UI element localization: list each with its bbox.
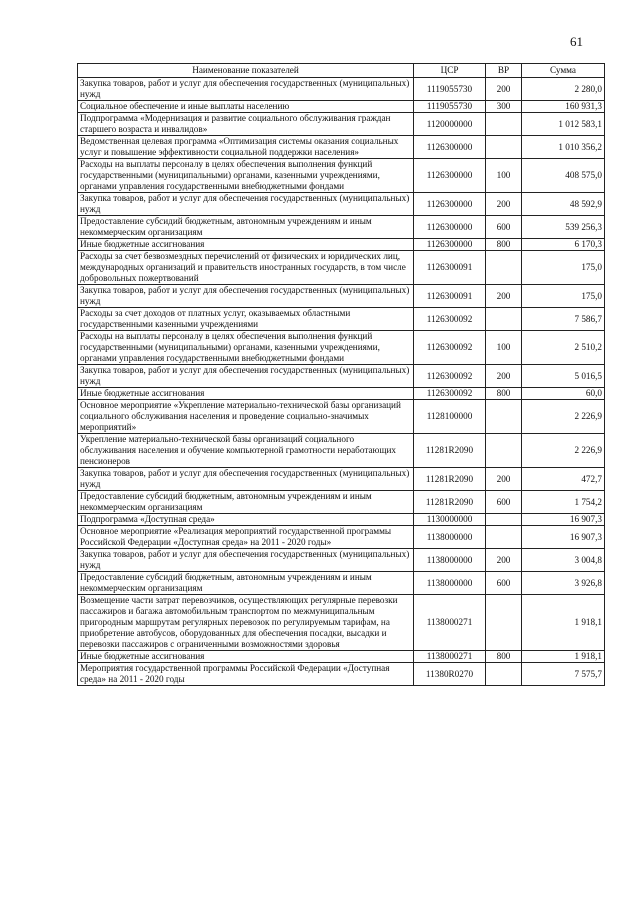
name-cell: Возмещение части затрат перевозчиков, осуществляющих регулярные перевозки пассажиров и багажа автомобильным транспортом по межмуниципальным пригородным маршрутам регулярных перевозок по регулируемым тарифам, на приобретение автобусов, оборудованных для обеспечения посадки, высадки и перевозки пассажиров с ограниченными возможностями здоровья [78,595,414,651]
vr-cell: 800 [486,388,522,400]
vr-cell: 200 [486,365,522,388]
sum-cell: 7 575,7 [522,663,605,686]
csr-cell: 1126300091 [414,251,486,285]
table-row [78,651,605,663]
name-cell: Подпрограмма «Доступная среда» [78,514,414,526]
sum-cell: 16 907,3 [522,526,605,549]
table-row [78,113,605,136]
name-cell: Расходы на выплаты персоналу в целях обеспечения выполнения функций государственными (муниципальными) органами, казенными учреждениями, органами управления государственными внебюджетными фондами [78,331,414,365]
csr-cell: 1119055730 [414,101,486,113]
name-cell: Основное мероприятие «Реализация мероприятий государственной программы Российской Федерации «Доступная среда» на 2011 - 2020 годы» [78,526,414,549]
name-cell: Мероприятия государственной программы Российской Федерации «Доступная среда» на 2011 - 2020 годы [78,663,414,686]
csr-cell: 11380R0270 [414,663,486,686]
csr-cell: 11281R2090 [414,468,486,491]
name-cell: Социальное обеспечение и иные выплаты населению [78,101,414,113]
sum-cell: 408 575,0 [522,159,605,193]
vr-cell [486,526,522,549]
header-csr: ЦСР [414,64,486,78]
csr-cell: 1126300000 [414,239,486,251]
sum-cell: 7 586,7 [522,308,605,331]
header-sum: Сумма [522,64,605,78]
csr-cell: 1138000271 [414,595,486,651]
table-row [78,388,605,400]
sum-cell: 539 256,3 [522,216,605,239]
csr-cell: 1138000000 [414,526,486,549]
vr-cell: 200 [486,468,522,491]
sum-cell: 1 012 583,1 [522,113,605,136]
vr-cell: 200 [486,285,522,308]
csr-cell: 1126300092 [414,388,486,400]
page-number: 61 [570,34,583,49]
table-row [78,251,605,285]
sum-cell: 2 226,9 [522,400,605,434]
vr-cell [486,663,522,686]
table-row [78,193,605,216]
csr-cell: 1126300000 [414,136,486,159]
table-row [78,136,605,159]
sum-cell: 48 592,9 [522,193,605,216]
name-cell: Закупка товаров, работ и услуг для обеспечения государственных (муниципальных) нужд [78,549,414,572]
vr-cell [486,595,522,651]
vr-cell: 600 [486,216,522,239]
vr-cell: 200 [486,78,522,101]
vr-cell [486,308,522,331]
name-cell: Расходы на выплаты персоналу в целях обеспечения выполнения функций государственными (муниципальными) органами, казенными учреждениями, органами управления государственными внебюджетными фондами [78,159,414,193]
sum-cell: 60,0 [522,388,605,400]
budget-table [77,63,605,686]
sum-cell: 160 931,3 [522,101,605,113]
vr-cell: 200 [486,193,522,216]
table-row [78,468,605,491]
vr-cell: 800 [486,239,522,251]
table-header-row [78,64,605,78]
sum-cell: 175,0 [522,285,605,308]
vr-cell [486,514,522,526]
name-cell: Закупка товаров, работ и услуг для обеспечения государственных (муниципальных) нужд [78,78,414,101]
csr-cell: 1119055730 [414,78,486,101]
name-cell: Предоставление субсидий бюджетным, автономным учреждениям и иным некоммерческим организациям [78,491,414,514]
name-cell: Подпрограмма «Модернизация и развитие социального обслуживания граждан старшего возраста и инвалидов» [78,113,414,136]
sum-cell: 1 918,1 [522,651,605,663]
name-cell: Ведомственная целевая программа «Оптимизация системы оказания социальных услуг и повышение эффективности социальной поддержки населения» [78,136,414,159]
sum-cell: 2 280,0 [522,78,605,101]
csr-cell: 1126300000 [414,193,486,216]
name-cell: Закупка товаров, работ и услуг для обеспечения государственных (муниципальных) нужд [78,365,414,388]
name-cell: Закупка товаров, работ и услуг для обеспечения государственных (муниципальных) нужд [78,193,414,216]
table-row [78,239,605,251]
sum-cell: 16 907,3 [522,514,605,526]
sum-cell: 5 016,5 [522,365,605,388]
csr-cell: 1138000271 [414,651,486,663]
name-cell: Расходы за счет безвозмездных перечислений от физических и юридических лиц, международных организаций и правительств иностранных государств, в том числе добровольных пожертвований [78,251,414,285]
table-row [78,434,605,468]
vr-cell [486,136,522,159]
name-cell: Предоставление субсидий бюджетным, автономным учреждениям и иным некоммерческим организациям [78,572,414,595]
table-row [78,101,605,113]
vr-cell: 100 [486,159,522,193]
vr-cell: 600 [486,491,522,514]
name-cell: Предоставление субсидий бюджетным, автономным учреждениям и иным некоммерческим организациям [78,216,414,239]
vr-cell: 600 [486,572,522,595]
name-cell: Расходы за счет доходов от платных услуг, оказываемых областными государственными казенными учреждениями [78,308,414,331]
table-row [78,491,605,514]
name-cell: Иные бюджетные ассигнования [78,239,414,251]
sum-cell: 2 510,2 [522,331,605,365]
vr-cell [486,434,522,468]
table-row [78,308,605,331]
sum-cell: 1 918,1 [522,595,605,651]
sum-cell: 6 170,3 [522,239,605,251]
table-row [78,595,605,651]
sum-cell: 3 004,8 [522,549,605,572]
vr-cell [486,400,522,434]
csr-cell: 1126300091 [414,285,486,308]
header-vr: ВР [486,64,522,78]
vr-cell [486,113,522,136]
csr-cell: 1128100000 [414,400,486,434]
name-cell: Закупка товаров, работ и услуг для обеспечения государственных (муниципальных) нужд [78,285,414,308]
csr-cell: 1126300092 [414,331,486,365]
table-row [78,331,605,365]
csr-cell: 11281R2090 [414,434,486,468]
vr-cell [486,251,522,285]
csr-cell: 1138000000 [414,549,486,572]
table-row [78,285,605,308]
csr-cell: 1126300000 [414,159,486,193]
header-name: Наименование показателей [78,64,414,78]
vr-cell: 300 [486,101,522,113]
table-row [78,216,605,239]
name-cell: Укрепление материально-технической базы организаций социального обслуживания населения и обучение компьютерной грамотности неработающих пенсионеров [78,434,414,468]
csr-cell: 1126300092 [414,365,486,388]
table-row [78,526,605,549]
name-cell: Иные бюджетные ассигнования [78,388,414,400]
sum-cell: 3 926,8 [522,572,605,595]
table-row [78,400,605,434]
sum-cell: 472,7 [522,468,605,491]
table-row [78,549,605,572]
table-row [78,663,605,686]
table-row [78,514,605,526]
table-row [78,159,605,193]
table-row [78,365,605,388]
table-row [78,78,605,101]
csr-cell: 1126300000 [414,216,486,239]
vr-cell: 200 [486,549,522,572]
table-row [78,572,605,595]
sum-cell: 1 010 356,2 [522,136,605,159]
sum-cell: 175,0 [522,251,605,285]
csr-cell: 1120000000 [414,113,486,136]
name-cell: Закупка товаров, работ и услуг для обеспечения государственных (муниципальных) нужд [78,468,414,491]
name-cell: Иные бюджетные ассигнования [78,651,414,663]
name-cell: Основное мероприятие «Укрепление материально-технической базы организаций социального обслуживания населения и проведение социально-значимых мероприятий» [78,400,414,434]
sum-cell: 2 226,9 [522,434,605,468]
csr-cell: 1138000000 [414,572,486,595]
vr-cell: 100 [486,331,522,365]
csr-cell: 1126300092 [414,308,486,331]
csr-cell: 1130000000 [414,514,486,526]
csr-cell: 11281R2090 [414,491,486,514]
sum-cell: 1 754,2 [522,491,605,514]
vr-cell: 800 [486,651,522,663]
